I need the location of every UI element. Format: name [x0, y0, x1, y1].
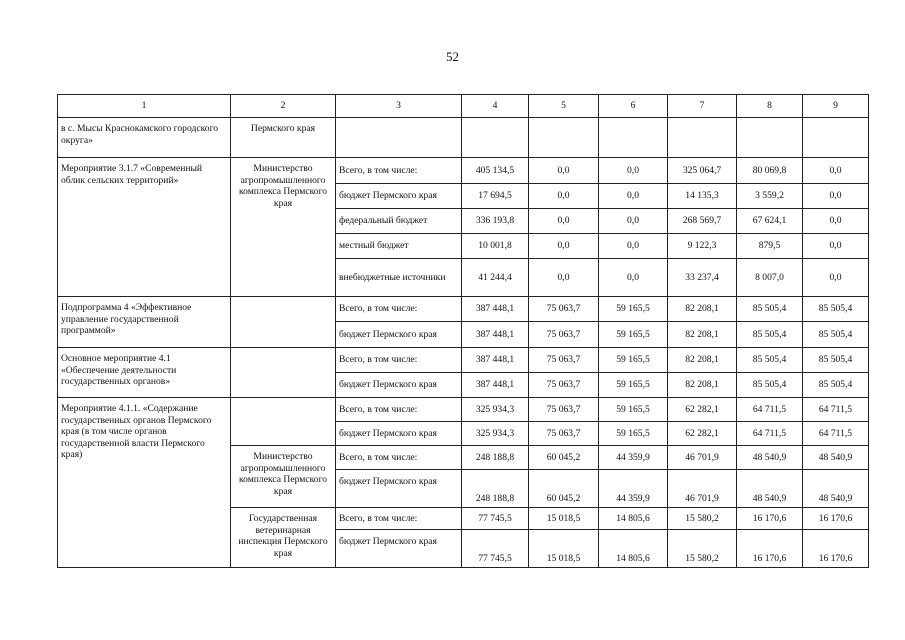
table-row: [58, 398, 869, 422]
value-cell: 325 934,3: [462, 398, 529, 422]
value-cell: 82 208,1: [668, 297, 737, 322]
empty-cell: [462, 118, 529, 158]
value-cell: 16 170,6: [737, 530, 803, 568]
value-cell: 85 505,4: [737, 373, 803, 398]
value-cell: 85 505,4: [737, 297, 803, 322]
header-cell: 3: [336, 95, 462, 118]
empty-cell: [336, 118, 462, 158]
funding-source-cell: бюджет Пермского края: [336, 530, 462, 568]
funding-source-cell: бюджет Пермского края: [336, 470, 462, 508]
value-cell: 59 165,5: [599, 398, 668, 422]
header-cell: 8: [737, 95, 803, 118]
funding-source-cell: федеральный бюджет: [336, 209, 462, 234]
value-cell: 15 018,5: [529, 508, 599, 530]
value-cell: 325 934,3: [462, 422, 529, 446]
program-name-cell: Мероприятие 3.1.7 «Современный облик сельских территорий»: [58, 158, 231, 297]
value-cell: 62 282,1: [668, 398, 737, 422]
funding-source-cell: бюджет Пермского края: [336, 422, 462, 446]
value-cell: 85 505,4: [803, 348, 869, 373]
value-cell: 75 063,7: [529, 297, 599, 322]
funding-source-cell: бюджет Пермского края: [336, 373, 462, 398]
value-cell: 14 805,6: [599, 530, 668, 568]
empty-cell: [599, 118, 668, 158]
executor-cell: [231, 297, 336, 348]
value-cell: 0,0: [529, 209, 599, 234]
value-cell: 48 540,9: [803, 446, 869, 470]
funding-source-cell: местный бюджет: [336, 234, 462, 259]
executor-cell: Министерство агропромышленного комплекса Пермского края: [231, 446, 336, 508]
value-cell: 248 188,8: [462, 470, 529, 508]
value-cell: 0,0: [803, 184, 869, 209]
value-cell: 15 018,5: [529, 530, 599, 568]
value-cell: 0,0: [803, 234, 869, 259]
value-cell: 48 540,9: [803, 470, 869, 508]
value-cell: 405 134,5: [462, 158, 529, 184]
funding-source-cell: бюджет Пермского края: [336, 322, 462, 348]
value-cell: 9 122,3: [668, 234, 737, 259]
value-cell: 15 580,2: [668, 508, 737, 530]
funding-source-cell: Всего, в том числе:: [336, 158, 462, 184]
value-cell: 46 701,9: [668, 446, 737, 470]
executor-cell: Министерство агропромышленного комплекса Пермского края: [231, 158, 336, 297]
value-cell: 59 165,5: [599, 297, 668, 322]
value-cell: 60 045,2: [529, 470, 599, 508]
value-cell: 248 188,8: [462, 446, 529, 470]
value-cell: 14 805,6: [599, 508, 668, 530]
program-name-cell: Подпрограмма 4 «Эффективное управление государственной программой»: [58, 297, 231, 348]
value-cell: 48 540,9: [737, 446, 803, 470]
value-cell: 59 165,5: [599, 348, 668, 373]
value-cell: 59 165,5: [599, 422, 668, 446]
value-cell: 75 063,7: [529, 398, 599, 422]
value-cell: 0,0: [599, 259, 668, 297]
header-cell: 1: [58, 95, 231, 118]
table-row: [58, 118, 869, 158]
value-cell: 64 711,5: [803, 398, 869, 422]
value-cell: 325 064,7: [668, 158, 737, 184]
value-cell: 10 001,8: [462, 234, 529, 259]
header-cell: 2: [231, 95, 336, 118]
value-cell: 44 359,9: [599, 470, 668, 508]
value-cell: 879,5: [737, 234, 803, 259]
value-cell: 60 045,2: [529, 446, 599, 470]
empty-cell: [529, 118, 599, 158]
program-name-cell: в с. Мысы Краснокамского городского округа»: [58, 118, 231, 158]
value-cell: 387 448,1: [462, 322, 529, 348]
header-cell: 5: [529, 95, 599, 118]
budget-table: [57, 94, 869, 568]
value-cell: 64 711,5: [803, 422, 869, 446]
executor-cell: Пермского края: [231, 118, 336, 158]
value-cell: 64 711,5: [737, 398, 803, 422]
value-cell: 46 701,9: [668, 470, 737, 508]
value-cell: 16 170,6: [737, 508, 803, 530]
funding-source-cell: бюджет Пермского края: [336, 184, 462, 209]
value-cell: 75 063,7: [529, 322, 599, 348]
value-cell: 85 505,4: [803, 373, 869, 398]
header-cell: 4: [462, 95, 529, 118]
value-cell: 82 208,1: [668, 322, 737, 348]
header-row: [58, 95, 869, 118]
value-cell: 0,0: [529, 259, 599, 297]
executor-cell: [231, 348, 336, 398]
value-cell: 3 559,2: [737, 184, 803, 209]
value-cell: 85 505,4: [737, 322, 803, 348]
value-cell: 82 208,1: [668, 348, 737, 373]
value-cell: 0,0: [599, 158, 668, 184]
value-cell: 0,0: [803, 209, 869, 234]
value-cell: 44 359,9: [599, 446, 668, 470]
value-cell: 387 448,1: [462, 373, 529, 398]
value-cell: 387 448,1: [462, 348, 529, 373]
funding-source-cell: Всего, в том числе:: [336, 348, 462, 373]
value-cell: 75 063,7: [529, 348, 599, 373]
funding-source-cell: Всего, в том числе:: [336, 508, 462, 530]
value-cell: 0,0: [529, 234, 599, 259]
executor-cell: [231, 398, 336, 446]
program-name-cell: Мероприятие 4.1.1. «Содержание государственных органов Пермского края (в том числе органов государственной власти Пермского края): [58, 398, 231, 568]
value-cell: 85 505,4: [803, 322, 869, 348]
value-cell: 336 193,8: [462, 209, 529, 234]
empty-cell: [737, 118, 803, 158]
value-cell: 268 569,7: [668, 209, 737, 234]
value-cell: 75 063,7: [529, 422, 599, 446]
value-cell: 59 165,5: [599, 373, 668, 398]
value-cell: 0,0: [803, 259, 869, 297]
table-row: [58, 297, 869, 322]
table-row: [58, 348, 869, 373]
value-cell: 77 745,5: [462, 508, 529, 530]
value-cell: 82 208,1: [668, 373, 737, 398]
program-name-cell: Основное мероприятие 4.1 «Обеспечение деятельности государственных органов»: [58, 348, 231, 398]
executor-cell: Государственная ветеринарная инспекция Пермского края: [231, 508, 336, 568]
header-cell: 6: [599, 95, 668, 118]
header-cell: 9: [803, 95, 869, 118]
value-cell: 0,0: [599, 184, 668, 209]
value-cell: 33 237,4: [668, 259, 737, 297]
value-cell: 16 170,6: [803, 508, 869, 530]
value-cell: 64 711,5: [737, 422, 803, 446]
value-cell: 0,0: [803, 158, 869, 184]
value-cell: 41 244,4: [462, 259, 529, 297]
value-cell: 15 580,2: [668, 530, 737, 568]
table-row: [58, 158, 869, 184]
value-cell: 14 135,3: [668, 184, 737, 209]
value-cell: 48 540,9: [737, 470, 803, 508]
funding-source-cell: внебюджетные источники: [336, 259, 462, 297]
value-cell: 387 448,1: [462, 297, 529, 322]
value-cell: 80 069,8: [737, 158, 803, 184]
page-number: 52: [446, 49, 459, 64]
value-cell: 0,0: [529, 158, 599, 184]
value-cell: 85 505,4: [803, 297, 869, 322]
value-cell: 62 282,1: [668, 422, 737, 446]
value-cell: 0,0: [599, 234, 668, 259]
funding-source-cell: Всего, в том числе:: [336, 297, 462, 322]
value-cell: 85 505,4: [737, 348, 803, 373]
value-cell: 8 007,0: [737, 259, 803, 297]
value-cell: 75 063,7: [529, 373, 599, 398]
funding-source-cell: Всего, в том числе:: [336, 398, 462, 422]
funding-source-cell: Всего, в том числе:: [336, 446, 462, 470]
empty-cell: [803, 118, 869, 158]
value-cell: 77 745,5: [462, 530, 529, 568]
empty-cell: [668, 118, 737, 158]
value-cell: 17 694,5: [462, 184, 529, 209]
value-cell: 59 165,5: [599, 322, 668, 348]
header-cell: 7: [668, 95, 737, 118]
value-cell: 67 624,1: [737, 209, 803, 234]
value-cell: 0,0: [529, 184, 599, 209]
value-cell: 16 170,6: [803, 530, 869, 568]
value-cell: 0,0: [599, 209, 668, 234]
